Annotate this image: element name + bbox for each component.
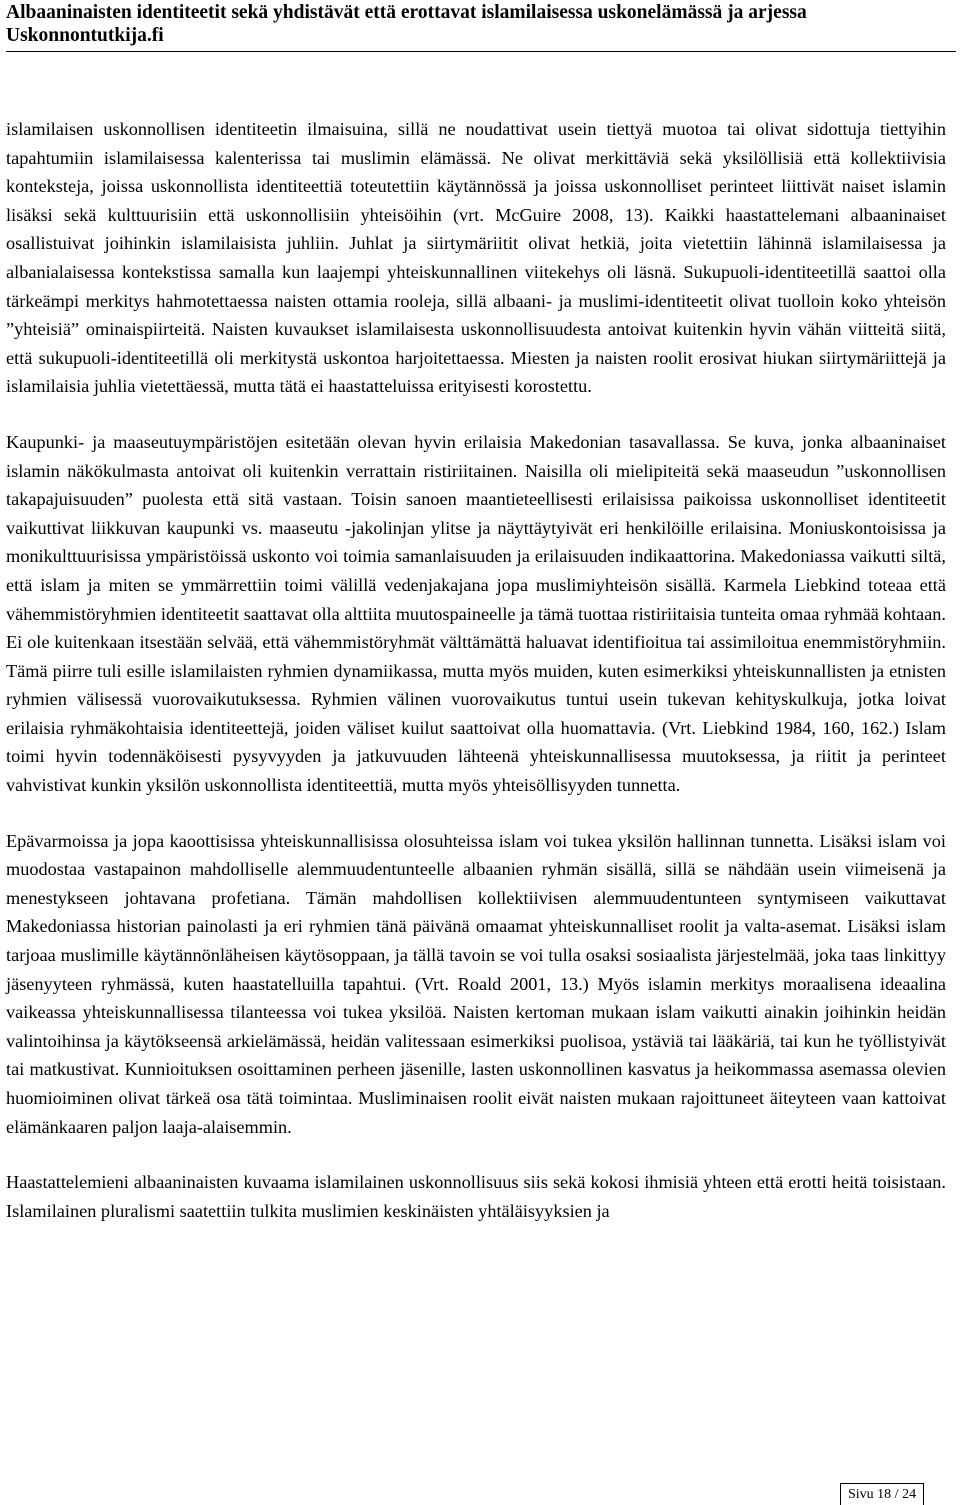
paragraph-1: islamilaisen uskonnollisen identiteetin ilmaisuina, sillä ne noudattivat usein tiettyä muotoa tai olivat sidottuja tiettyihin tapahtumiin islamilaisessa kalenterissa tai muslimin elämässä. Ne olivat merkittäviä sekä yksilöllisiä että kollektiivisia konteksteja, joissa uskonnollista identiteettiä toteutettiin käytännössä ja joissa uskonnolliset perinteet liittivät naiset islamin lisäksi sekä kulttuurisiin että uskonnollisiin yhteisöihin (vrt. McGuire 2008, 13). Kaikki haastattelemani albaaninaiset osallistuivat joihinkin islamilaisista juhliin. Juhlat ja siirtymäriitit olivat hetkiä, joita vietettiin lähinnä islamilaisessa ja albanialaisessa kontekstissa samalla kun laajempi yhteiskunnallinen viitekehys oli läsnä. Sukupuoli-identiteetillä saattoi olla tärkeämpi merkitys hahmotettaessa naisten ottamia rooleja, sillä albaani- ja muslimi-identiteetit olivat tuolloin koko yhteisön ”yhteisiä” ominaispiirteitä. Naisten kuvaukset islamilaisesta uskonnollisuudesta antoivat kuitenkin hyvin vähän viitteitä siitä, että sukupuoli-identiteetillä oli merkitystä uskontoa harjoitettaessa. Miesten ja naisten roolit erosivat hiukan siirtymäriittejä ja islamilaisia juhlia vietettäessä, mutta tätä ei haastatteluissa erityisesti korostettu. [6,119,946,397]
body-text [6,115,946,1252]
page-header [6,0,956,52]
document-title: Albaaninaisten identiteetit sekä yhdistävät että erottavat islamilaisessa uskonelämässä ja arjessa [6,2,807,23]
paragraph-3: Epävarmoissa ja jopa kaoottisissa yhteiskunnallisissa olosuhteissa islam voi tukea yksilön hallinnan tunnetta. Lisäksi islam voi muodostaa vastapainon mahdolliselle alemmuudentunteelle albaanien ryhmän sisällä, sillä se nähdään usein viimeisenä ja menestykseen johtavana profetiana. Tämän mahdollisen kollektiivisen alemmuudentunteen syntymiseen vaikuttavat Makedoniassa historian painolasti ja eri ryhmien tänä päivänä omaamat yhteiskunnalliset roolit ja valta-asemat. Lisäksi islam tarjoaa muslimille käytännönläheisen käytösoppaan, ja tällä tavoin se voi tulla osaksi sosiaalista järjestelmää, joka taas linkittyy jäsenyyteen ryhmässä, kuten haastatelluilla tapahtui. (Vrt. Roald 2001, 13.) Myös islamin merkitys moraalisena ideaalina vaikeassa yhteiskunnallisessa tilanteessa voi tukea yksilöä. Naisten kertoman mukaan islam vaikutti ainakin joihinkin heidän valintoihinsa ja käytökseensä arkielämässä, heidän valitessaan esimerkiksi puolisoa, ystäviä tai lääkäriä, tai kun he työllistyivät tai matkustivat. Kunnioituksen osoittaminen perheen jäsenille, lasten uskonnollinen kasvatus ja heikommassa asemassa olevien huomioiminen olivat tärkeä osa tätä toimintaa. Musliminaisen roolit eivät naisten mukaan rajoittuneet äiteyteen vaan kattoivat elämänkaaren paljon laaja-alaisemmin. [6,830,946,1137]
paragraph-4: Haastattelemieni albaaninaisten kuvaama islamilainen uskonnollisuus siis sekä kokosi ihmisiä yhteen että erotti heitä toisistaan. Islamilainen pluralismi saatettiin tulkita muslimien keskinäisten yhtäläisyyksien ja [6,1172,946,1221]
page-number: Sivu 18 / 24 [848,1487,917,1502]
site-name: Uskonnontutkija.fi [6,25,164,46]
paragraph-2: Kaupunki- ja maaseutuympäristöjen esitetään olevan hyvin erilaisia Makedonian tasavallassa. Se kuva, jonka albaaninaiset islamin näkökulmasta antoivat oli kuitenkin verrattain ristiriitainen. Naisilla oli mielipiteitä sekä maaseudun ”uskonnollisen takapajuisuuden” puolesta että sitä vastaan. Toisin sanoen maantieteellisesti erilaisissa paikoissa uskonnolliset identiteetit vaikuttivat liikkuvan kaupunki vs. maaseutu -jakolinjan ylitse ja näyttäytyivät eri henkilöille erilaisina. Moniuskontoisissa ja monikulttuurisissa ympäristöissä uskonto voi toimia samanlaisuuden ja erilaisuuden indikaattorina. Makedoniassa vaikutti siltä, että islam ja miten se ymmärrettiin toimi välillä vedenjakajana jopa muslimiyhteisön sisällä. Karmela Liebkind toteaa että vähemmistöryhmien identiteetit saattavat olla alttiita muutospaineelle ja tämä tuottaa ristiriitaisia tunteita omaa ryhmää kohtaan. Ei ole kuitenkaan itsestään selvää, että vähemmistöryhmät välttämättä haluavat identifioitua tai assimiloitua enemmistöryhmiin. Tämä piirre tuli esille islamilaisten ryhmien dynamiikassa, mutta myös muiden, kuten esimerkiksi yhteiskunnallisten ja etnisten ryhmien välisessä vuorovaikutuksessa. Ryhmien välinen vuorovaikutus tuntui usein tukevan kehityskulkuja, jotka loivat erilaisia ryhmäkohtaisia identiteettejä, joiden väliset kuilut saattoivat olla huomattavia. (Vrt. Liebkind 1984, 160, 162.) Islam toimi hyvin todennäköisesti pysyvyyden ja jatkuvuuden lähteenä yhteiskunnallisessa muutoksessa, ja riitit ja perinteet vahvistivat kunkin yksilön uskonnollista identiteettiä, mutta myös yhteisöllisyyden tunnetta. [6,431,946,796]
page-footer [840,1483,924,1505]
